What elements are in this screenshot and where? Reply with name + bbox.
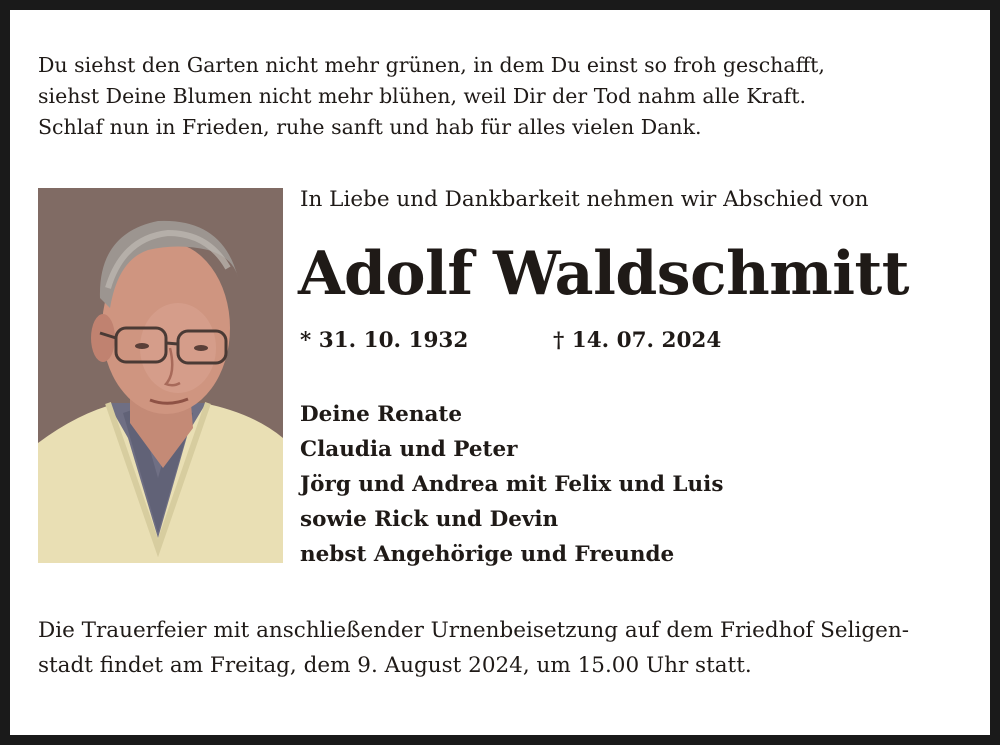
mourners-list <box>300 397 723 572</box>
deceased-name: Adolf Waldschmitt <box>298 239 909 309</box>
mourner-line: sowie Rick und Devin <box>300 507 559 532</box>
farewell-intro: In Liebe und Dankbarkeit nehmen wir Abschied von <box>300 187 869 212</box>
mourner-line: Claudia und Peter <box>300 437 518 462</box>
life-dates <box>300 328 722 353</box>
service-line-1: Die Trauerfeier mit anschließender Urnenbeisetzung auf dem Friedhof Seligen- <box>38 618 909 643</box>
poem-line-1: Du siehst den Garten nicht mehr grünen, in dem Du einst so froh geschafft, <box>38 53 825 77</box>
death-date: † 14. 07. 2024 <box>553 328 722 353</box>
memorial-poem <box>38 50 825 143</box>
mourner-line: Deine Renate <box>300 402 463 427</box>
poem-line-2: siehst Deine Blumen nicht mehr blühen, weil Dir der Tod nahm alle Kraft. <box>38 84 807 108</box>
service-line-2: stadt findet am Freitag, dem 9. August 2024, um 15.00 Uhr statt. <box>38 653 752 678</box>
portrait-photo <box>38 188 283 563</box>
mourner-line: Jörg und Andrea mit Felix und Luis <box>300 472 724 497</box>
mourner-line: nebst Angehörige und Freunde <box>300 542 675 567</box>
funeral-service-info <box>38 613 909 683</box>
birth-date: * 31. 10. 1932 <box>300 328 469 353</box>
poem-line-3: Schlaf nun in Frieden, ruhe sanft und hab für alles vielen Dank. <box>38 115 702 139</box>
